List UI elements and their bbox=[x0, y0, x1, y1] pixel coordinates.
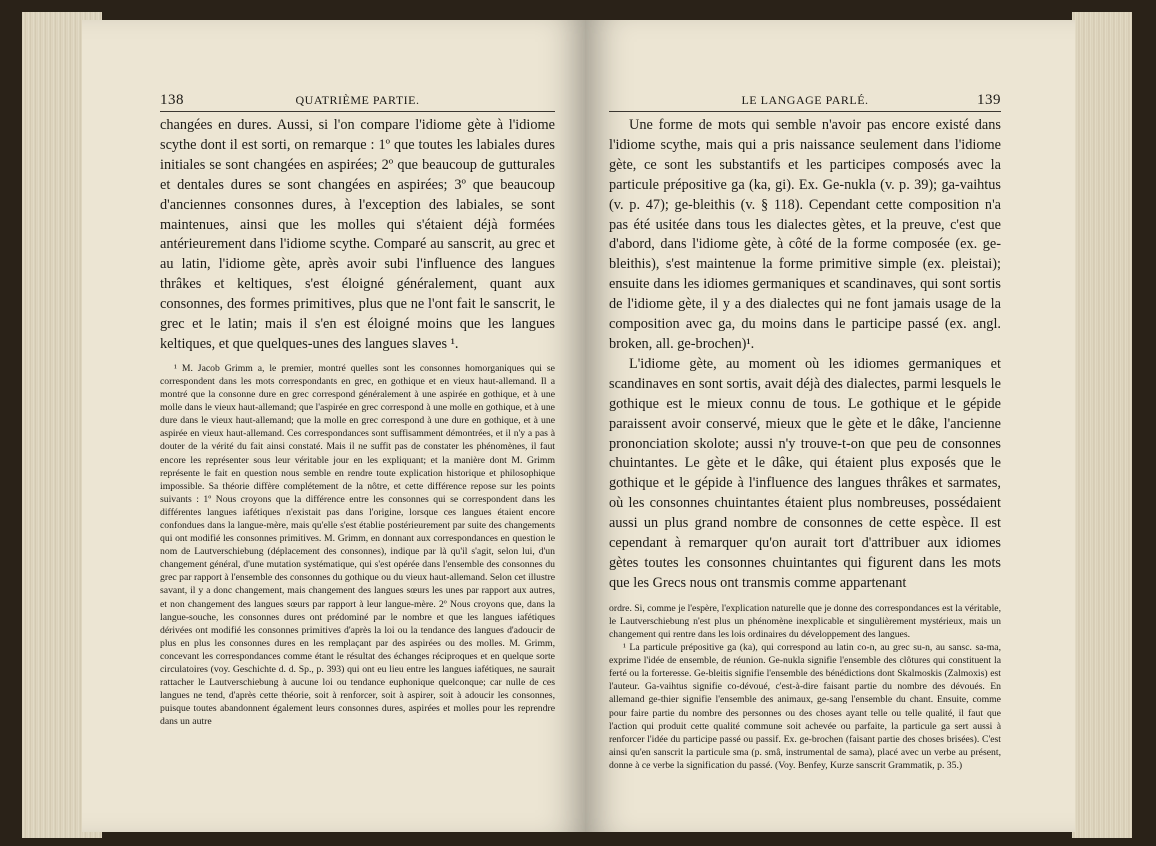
right-running-head: LE LANGAGE PARLÉ. bbox=[741, 93, 869, 107]
right-page-content bbox=[609, 20, 1001, 772]
left-running-head: QUATRIÈME PARTIE. bbox=[295, 93, 420, 107]
right-paragraph-2: L'idiome gète, au moment où les idiomes germaniques et scandinaves en sont sortis, avait déjà des dialectes, parmi lesquels le gothique est le mieux connu de tous. Le gothique et le gépide paraissent avoir conservé, mieux que le gète et le dâke, l'ancienne prononciation skolote; aussi n'y trouve-t-on que peu de consonnes chuintantes. Le gète et le dâke, qui étaient plus exposés que le gothique et le gépide à l'influence des langues thrâkes et sarmates, où les consonnes chuintantes étaient plus nombreuses, possédaient aussi un plus grand nombre de consonnes de cette espèce. Il est cependant à remarquer qu'on aurait tort d'attribuer aux idiomes gètes toutes les consonnes chuintantes qui figurent dans les mots que les Grecs nous ont transmis comme appartenant bbox=[609, 355, 1001, 591]
footnote-2: ¹ La particule prépositive ga (ka), qui correspond au latin co-n, au grec su-n, au sansc. sa-ma, exprime l'idée de ensemble, de réunion. Ge-nukla signifie l'ensemble des clôtures qui constituent la ferté ou la forteresse. Ge-bleitis signifie l'ensemble des bénédictions dont Skalmoskis (Zalmoxis) est l'auteur. Ga-vaihtus signifie co-dévoué, c'est-à-dire faisant partie du nombre des dévoués. En allemand ge-thier signifie l'ensemble des animaux, ge-sang l'ensemble du chant. Ensuite, comme pour faire partie du nombre des personnes ou des choses ayant telle ou telle qualité, il faut que l'action qui produit cette qualité commune soit achevée ou parfaite, la particule ga sert aussi à renforcer l'idée du participe passé ou passif. Ex. ge-brochen (faisant partie des choses brisées). C'est ainsi qu'en sanscrit la particule sma (p. smâ, instrumental de sama), placé avec un verbe au présent, donne à ce verbe la signification du passé. (Voy. Benfey, Kurze sanscrit Grammatik, p. 35.) bbox=[609, 642, 1001, 771]
right-paragraph-1: Une forme de mots qui semble n'avoir pas encore existé dans l'idiome scythe, mais qui a pris naissance seulement dans l'idiome gète, ce sont les substantifs et les participes composés avec la particule prépositive ga (ka, gi). Ex. Ge-nukla (v. p. 39); ga-vaihtus (v. p. 47); ge-bleithis (v. § 118). Cependant cette composition n'a pas été usitée dans tous les dialectes gètes, et la preuve, c'est que d'abord, dans l'idiome gète, à côté de la forme composée (ex. ge-bleithis), s'est maintenue la forme primitive simple (ex. pleistai); ensuite dans les idiomes germaniques et scandinaves, qui sont sortis de l'idiome gète, il y a des dialectes qui ne font jamais usage de la composition avec ga, du moins dans le participe passé (ex. angl. broken, all. ge-brochen)¹. bbox=[609, 117, 1001, 352]
left-header bbox=[160, 92, 555, 109]
page-edges-right bbox=[1072, 12, 1132, 838]
left-paragraph: changées en dures. Aussi, si l'on compare l'idiome gète à l'idiome scythe dont il est sorti, on remarque : 1º que toutes les labiales dures initiales se sont changées en aspirées; 2º que beaucoup de gutturales et dentales dures se sont changées en aspirées; 3º que beaucoup d'anciennes consonnes dures, à l'exception des labiales, se sont maintenues, ainsi que les molles qui s'étaient déjà formées antérieurement dans l'idiome scythe. Comparé au sanscrit, au grec et au latin, l'idiome gète, après avoir subi l'influence des langues thrâkes et keltiques, s'est éloigné généralement, quant aux consonnes, des formes primitives, plus que ne l'ont fait le sanscrit, le grec et le latin; mais il s'en est éloigné moins que les langues keltiques, et que quelques-unes des langues slaves ¹. bbox=[160, 117, 555, 352]
open-book bbox=[22, 12, 1132, 838]
right-page-number: 139 bbox=[977, 92, 1001, 108]
left-main-text bbox=[160, 116, 555, 355]
right-footnotes bbox=[609, 602, 1001, 772]
left-page-content bbox=[160, 20, 555, 729]
left-header-rule bbox=[160, 111, 555, 112]
footnote-continuation: ordre. Si, comme je l'espère, l'explication naturelle que je donne des correspondances est la véritable, le Lautverschiebung n'est plus un phénomène inexplicable et singulièrement mystérieux, mais un changement qui rentre dans les lois ordinaires du développement des langues. bbox=[609, 602, 1001, 640]
right-main-text bbox=[609, 116, 1001, 594]
footnote-1: ¹ M. Jacob Grimm a, le premier, montré quelles sont les consonnes homorganiques qui se correspondent dans les mots correspondants en grec, en gothique et en vieux haut-allemand. Il a montré que la consonne dure en grec correspond généralement à une aspirée en gothique, et à une molle dans le vieux haut-allemand; que l'aspirée en grec correspond à une molle en gothique, et à une dure dans le vieux haut-allemand; que la molle en grec correspond à une dure en gothique, et à une aspirée en vieux haut-allemand. Ces correspondances sont suffisamment démontrées, et il n'y a pas à douter de la vérité du fait ainsi constaté. Mais il ne suffit pas de constater les phénomènes, il faut encore les représenter sous leur véritable jour en les expliquant; et la manière dont M. Grimm représente le fait en question nous semble en rendre toute explication historique et philosophique impossible. Sa théorie diffère complétement de la nôtre, et cette différence repose sur les points suivants : 1º Nous croyons que la différence entre les consonnes qui se correspondent dans les différentes langues iafétiques n'existait pas dans l'origine, lorsque ces langues étaient encore confondues dans la langue-mère, mais qu'elle s'est établie postérieurement par suite des changements qui ont modifié les consonnes primitives. M. Grimm, en donnant aux correspondances en question le nom de Lautverschiebung (déplacement des consonnes), indique par là qu'il s'agit, selon lui, d'un changement général, d'une mutation systématique, qui s'est opérée dans l'ensemble des consonnes du grec par rapport à l'ensemble des consonnes du gothique ou du vieux haut-allemand. Selon cet illustre savant, il y a donc changement, mais changement des langues sœurs les unes par rapport aux autres, et non changement des langues sœurs par rapport à leur langue-mère. 2º Nous croyons que, dans la langue-souche, les consonnes dures ont prédominé par le nombre et que les langues iafétiques dérivées ont modifié les consonnes primitives d'après la loi ou la tendance des langues d'adoucir de plus en plus les consonnes dures en les remplaçant par des aspirées ou des molles. M. Grimm, concevant les correspondances comme étant le résultat des échanges réciproques et en quelque sorte circulatoires (voy. Geschichte d. d. Sp., p. 393) qui ont eu lieu entre les langues iafétiques, ne saurait rattacher le Lautverschiebung à aucune loi ou tendance euphonique quelconque; car nulle de ces langues ne tend, d'après cette théorie, soit à renforcer, soit à aspirer, soit à adoucir les consonnes, puisque toutes abandonnent également leurs consonnes dures, aspirées et molles pour les reprendre dans un autre bbox=[160, 362, 555, 728]
left-page bbox=[82, 20, 587, 832]
right-page bbox=[585, 20, 1075, 832]
left-footnote bbox=[160, 362, 555, 729]
right-header-rule bbox=[609, 111, 1001, 112]
right-header bbox=[609, 92, 1001, 109]
left-page-number: 138 bbox=[160, 92, 184, 108]
